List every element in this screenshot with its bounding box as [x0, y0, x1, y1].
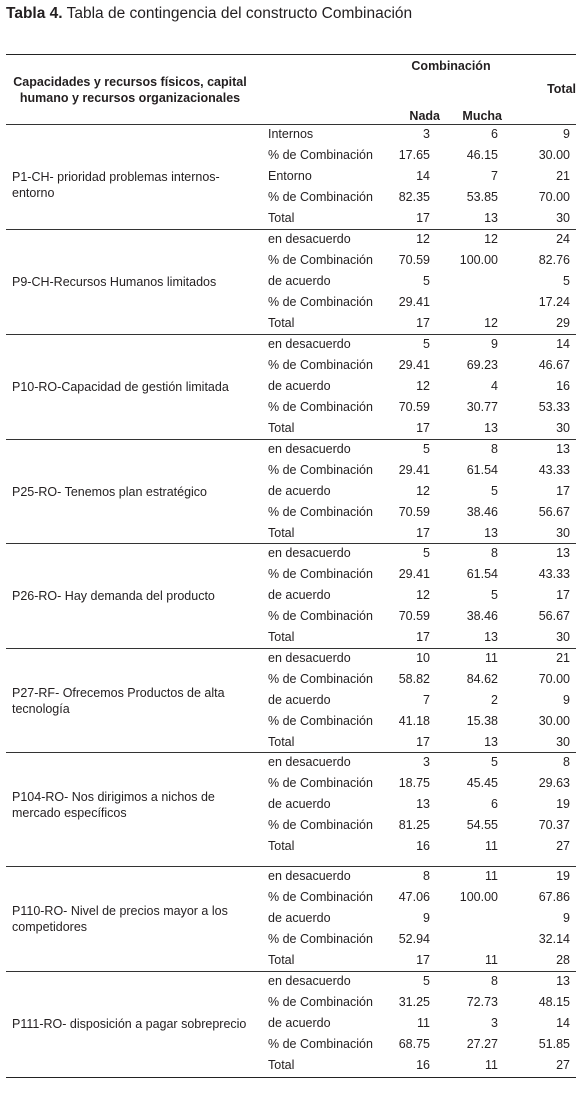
cell-mucha: 61.54: [466, 463, 498, 477]
row-label: Total: [268, 953, 295, 967]
row-label: % de Combinación: [268, 463, 373, 477]
table-row: [0, 187, 580, 208]
row-label: en desacuerdo: [268, 442, 351, 456]
row-label: Total: [268, 630, 295, 644]
cell-nada: 5: [423, 274, 430, 288]
cell-mucha: 7: [491, 169, 498, 183]
cell-total: 21: [556, 169, 570, 183]
cell-mucha: 13: [484, 630, 498, 644]
cell-mucha: 30.77: [466, 400, 498, 414]
cell-nada: 14: [416, 169, 430, 183]
cell-mucha: 100.00: [459, 890, 498, 904]
table-row: [0, 523, 580, 544]
cell-mucha: 8: [491, 546, 498, 560]
row-label: Total: [268, 735, 295, 749]
row-label: en desacuerdo: [268, 337, 351, 351]
cell-mucha: 46.15: [466, 148, 498, 162]
cell-mucha: 61.54: [466, 567, 498, 581]
table-caption: Tabla de contingencia del constructo Combinación: [62, 5, 413, 22]
row-label: Total: [268, 839, 295, 853]
cell-nada: 16: [416, 1058, 430, 1072]
cell-mucha: 69.23: [466, 358, 498, 372]
table-row: [0, 732, 580, 753]
table-row: [0, 1034, 580, 1055]
cell-total: 56.67: [538, 505, 570, 519]
cell-nada: 5: [423, 337, 430, 351]
row-label: en desacuerdo: [268, 869, 351, 883]
cell-mucha: 8: [491, 442, 498, 456]
cell-total: 19: [556, 797, 570, 811]
row-label: % de Combinación: [268, 818, 373, 832]
cell-total: 56.67: [538, 609, 570, 623]
cell-total: 30.00: [538, 148, 570, 162]
row-label: % de Combinación: [268, 932, 373, 946]
group-label: P9-CH-Recursos Humanos limitados: [12, 274, 217, 289]
header-capacidades: Capacidades y recursos físicos, capital humano y recursos organizacionales: [13, 75, 247, 105]
table-row: [0, 866, 580, 887]
cell-total: 46.67: [538, 358, 570, 372]
row-label: % de Combinación: [268, 148, 373, 162]
cell-total: 51.85: [538, 1037, 570, 1051]
row-label: Total: [268, 421, 295, 435]
cell-nada: 17: [416, 630, 430, 644]
cell-nada: 31.25: [398, 995, 430, 1009]
table-row: [0, 836, 580, 857]
group-label: P10-RO-Capacidad de gestión limitada: [12, 379, 229, 394]
cell-nada: 8: [423, 869, 430, 883]
cell-total: 9: [563, 693, 570, 707]
cell-mucha: 5: [491, 484, 498, 498]
row-label: % de Combinación: [268, 890, 373, 904]
cell-total: 8: [563, 755, 570, 769]
row-label: % de Combinación: [268, 358, 373, 372]
table-row: [0, 502, 580, 523]
row-label: de acuerdo: [268, 379, 331, 393]
cell-total: 48.15: [538, 995, 570, 1009]
table-row: [0, 950, 580, 971]
cell-total: 24: [556, 232, 570, 246]
cell-total: 9: [563, 911, 570, 925]
cell-nada: 68.75: [398, 1037, 430, 1051]
table-row: [0, 627, 580, 648]
cell-mucha: 13: [484, 211, 498, 225]
row-label: en desacuerdo: [268, 546, 351, 560]
cell-nada: 17: [416, 211, 430, 225]
table-row: [0, 271, 580, 292]
cell-nada: 17: [416, 421, 430, 435]
cell-total: 82.76: [538, 253, 570, 267]
table-row: [0, 711, 580, 732]
table-row: [0, 564, 580, 585]
table-row: [0, 397, 580, 418]
row-label: Total: [268, 1058, 295, 1072]
table-row: [0, 145, 580, 166]
cell-nada: 47.06: [398, 890, 430, 904]
table-row: [0, 292, 580, 313]
group-label: P25-RO- Tenemos plan estratégico: [12, 484, 208, 499]
cell-nada: 5: [423, 974, 430, 988]
table-row: [0, 752, 580, 773]
cell-mucha: 72.73: [466, 995, 498, 1009]
cell-total: 17: [556, 484, 570, 498]
cell-nada: 5: [423, 546, 430, 560]
cell-nada: 17: [416, 735, 430, 749]
table-row: [0, 1013, 580, 1034]
table-row: [0, 815, 580, 836]
cell-mucha: 12: [484, 316, 498, 330]
cell-total: 29: [556, 316, 570, 330]
table-row: [0, 794, 580, 815]
cell-total: 9: [563, 127, 570, 141]
cell-nada: 41.18: [398, 714, 430, 728]
cell-nada: 17.65: [398, 148, 430, 162]
cell-total: 32.14: [538, 932, 570, 946]
cell-mucha: 12: [484, 232, 498, 246]
cell-nada: 18.75: [398, 776, 430, 790]
cell-mucha: 100.00: [459, 253, 498, 267]
row-label: de acuerdo: [268, 274, 331, 288]
cell-nada: 11: [417, 1016, 430, 1030]
table-row: [0, 908, 580, 929]
cell-mucha: 8: [491, 974, 498, 988]
group-label: P26-RO- Hay demanda del producto: [12, 588, 215, 603]
row-label: Internos: [268, 127, 314, 141]
row-label: Total: [268, 211, 295, 225]
cell-mucha: 6: [491, 797, 498, 811]
cell-mucha: 13: [484, 421, 498, 435]
cell-total: 30: [556, 735, 570, 749]
header-combinacion: Combinación: [411, 59, 491, 73]
cell-mucha: 9: [491, 337, 498, 351]
cell-nada: 12: [416, 484, 430, 498]
cell-mucha: 45.45: [466, 776, 498, 790]
cell-total: 14: [556, 337, 570, 351]
row-label: en desacuerdo: [268, 232, 351, 246]
cell-nada: 17: [416, 953, 430, 967]
cell-total: 70.00: [538, 672, 570, 686]
cell-total: 70.00: [538, 190, 570, 204]
row-label: de acuerdo: [268, 911, 331, 925]
cell-nada: 12: [416, 588, 430, 602]
table-row: [0, 229, 580, 250]
cell-mucha: 11: [485, 839, 498, 853]
cell-mucha: 54.55: [466, 818, 498, 832]
cell-mucha: 84.62: [466, 672, 498, 686]
cell-total: 30: [556, 211, 570, 225]
cell-mucha: 27.27: [466, 1037, 498, 1051]
row-label: % de Combinación: [268, 714, 373, 728]
table-row: [0, 648, 580, 669]
table-row: [0, 1055, 580, 1076]
table-row: [0, 460, 580, 481]
cell-total: 27: [556, 839, 570, 853]
table-row: [0, 585, 580, 606]
row-label: % de Combinación: [268, 505, 373, 519]
row-label: de acuerdo: [268, 1016, 331, 1030]
cell-total: 27: [556, 1058, 570, 1072]
cell-nada: 70.59: [398, 609, 430, 623]
cell-nada: 70.59: [398, 400, 430, 414]
row-label: Total: [268, 316, 295, 330]
cell-nada: 13: [416, 797, 430, 811]
cell-mucha: 11: [485, 651, 498, 665]
row-label: en desacuerdo: [268, 974, 351, 988]
table-row: [0, 773, 580, 794]
table-row: [0, 992, 580, 1013]
cell-total: 30: [556, 630, 570, 644]
table-row: [0, 543, 580, 564]
cell-total: 67.86: [538, 890, 570, 904]
cell-nada: 17: [416, 526, 430, 540]
row-label: % de Combinación: [268, 672, 373, 686]
cell-mucha: 38.46: [466, 505, 498, 519]
table-row: [0, 887, 580, 908]
table-row: [0, 669, 580, 690]
cell-nada: 29.41: [398, 463, 430, 477]
top-rule: [6, 54, 576, 55]
row-label: de acuerdo: [268, 693, 331, 707]
cell-mucha: 11: [485, 869, 498, 883]
cell-total: 70.37: [538, 818, 570, 832]
cell-total: 16: [556, 379, 570, 393]
row-label: Total: [268, 526, 295, 540]
cell-total: 19: [556, 869, 570, 883]
cell-nada: 58.82: [398, 672, 430, 686]
table-row: [0, 690, 580, 711]
row-label: en desacuerdo: [268, 755, 351, 769]
cell-total: 53.33: [538, 400, 570, 414]
table-title: [6, 5, 412, 23]
table-row: [0, 929, 580, 950]
cell-mucha: 11: [485, 1058, 498, 1072]
table-row: [0, 481, 580, 502]
table-row: [0, 971, 580, 992]
row-label: % de Combinación: [268, 1037, 373, 1051]
row-label: % de Combinación: [268, 253, 373, 267]
cell-nada: 70.59: [398, 505, 430, 519]
table-row: [0, 355, 580, 376]
table-row: [0, 313, 580, 334]
cell-total: 28: [556, 953, 570, 967]
group-label: P110-RO- Nivel de precios mayor a los competidores: [12, 903, 228, 934]
cell-nada: 82.35: [398, 190, 430, 204]
cell-total: 21: [556, 651, 570, 665]
table-row: [0, 250, 580, 271]
cell-mucha: 4: [491, 379, 498, 393]
table-row: [0, 208, 580, 229]
cell-nada: 52.94: [398, 932, 430, 946]
cell-total: 14: [556, 1016, 570, 1030]
table-number: Tabla 4.: [6, 5, 63, 22]
row-label: Entorno: [268, 169, 312, 183]
cell-total: 30: [556, 421, 570, 435]
group-label: P27-RF- Ofrecemos Productos de alta tecnología: [12, 685, 225, 716]
cell-nada: 5: [423, 442, 430, 456]
cell-nada: 29.41: [398, 567, 430, 581]
group-label: P104-RO- Nos dirigimos a nichos de mercado específicos: [12, 789, 215, 820]
row-label: % de Combinación: [268, 400, 373, 414]
header-mucha: Mucha: [462, 109, 502, 123]
header-total: Total: [547, 82, 576, 96]
cell-total: 30: [556, 526, 570, 540]
cell-nada: 29.41: [398, 358, 430, 372]
cell-mucha: 2: [491, 693, 498, 707]
cell-mucha: 11: [485, 953, 498, 967]
row-label: en desacuerdo: [268, 651, 351, 665]
row-label: % de Combinación: [268, 609, 373, 623]
cell-nada: 3: [423, 755, 430, 769]
cell-nada: 3: [423, 127, 430, 141]
table-row: [0, 439, 580, 460]
row-label: % de Combinación: [268, 776, 373, 790]
cell-total: 43.33: [538, 463, 570, 477]
cell-mucha: 6: [491, 127, 498, 141]
cell-total: 17: [556, 588, 570, 602]
cell-total: 43.33: [538, 567, 570, 581]
cell-nada: 81.25: [398, 818, 430, 832]
cell-mucha: 15.38: [466, 714, 498, 728]
cell-nada: 7: [423, 693, 430, 707]
table-row: [0, 334, 580, 355]
cell-nada: 70.59: [398, 253, 430, 267]
cell-mucha: 5: [491, 588, 498, 602]
group-label: P111-RO- disposición a pagar sobreprecio: [12, 1016, 247, 1031]
table-row: [0, 376, 580, 397]
table-row: [0, 166, 580, 187]
row-label: % de Combinación: [268, 995, 373, 1009]
cell-total: 13: [556, 974, 570, 988]
cell-total: 29.63: [538, 776, 570, 790]
cell-total: 30.00: [538, 714, 570, 728]
row-label: % de Combinación: [268, 567, 373, 581]
cell-nada: 29.41: [398, 295, 430, 309]
cell-total: 5: [563, 274, 570, 288]
cell-mucha: 38.46: [466, 609, 498, 623]
table-row: [0, 418, 580, 439]
row-label: % de Combinación: [268, 190, 373, 204]
cell-total: 13: [556, 546, 570, 560]
table-row: [0, 606, 580, 627]
row-label: de acuerdo: [268, 797, 331, 811]
cell-nada: 12: [416, 379, 430, 393]
row-label: % de Combinación: [268, 295, 373, 309]
table-row: [0, 124, 580, 145]
cell-nada: 12: [416, 232, 430, 246]
row-label: de acuerdo: [268, 484, 331, 498]
cell-total: 17.24: [538, 295, 570, 309]
cell-mucha: 13: [484, 526, 498, 540]
cell-mucha: 5: [491, 755, 498, 769]
header-nada: Nada: [409, 109, 440, 123]
row-label: de acuerdo: [268, 588, 331, 602]
cell-mucha: 13: [484, 735, 498, 749]
cell-total: 13: [556, 442, 570, 456]
cell-mucha: 53.85: [466, 190, 498, 204]
cell-nada: 9: [423, 911, 430, 925]
cell-nada: 10: [416, 651, 430, 665]
bottom-rule: [6, 1077, 576, 1078]
cell-nada: 17: [416, 316, 430, 330]
group-label: P1-CH- prioridad problemas internos-entorno: [12, 169, 220, 200]
cell-mucha: 3: [491, 1016, 498, 1030]
cell-nada: 16: [416, 839, 430, 853]
